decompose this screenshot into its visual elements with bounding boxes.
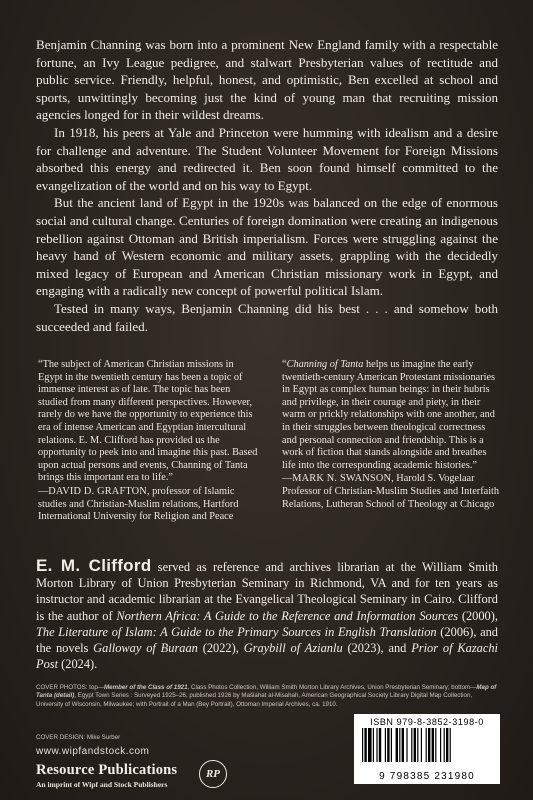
barcode-bar <box>364 728 366 762</box>
rp-logo-icon: RP <box>199 760 227 788</box>
barcode-bar <box>421 728 422 762</box>
book-title: The Literature of Islam: A Guide to the Primary Sources in English Translation <box>36 624 437 639</box>
description-paragraph: But the ancient land of Egypt in the 1920s was balanced on the edge of enormous social and cultural change. Centuries of foreign domination were creating an indigenous rebellion against Ottoman and British imperialism. Forces were struggling against the heavy hand of Western economic and military assets, grappling with the decidedly mixed legacy of European and American Christian missionary work in Egypt, and engaging with a radically new concept of powerful political Islam. <box>36 195 498 299</box>
barcode-bar <box>417 728 418 762</box>
description-paragraph: In 1918, his peers at Yale and Princeton were humming with idealism and a desire for challenge and adventure. The Student Volunteer Movement for Foreign Missions absorbed this energy and redirected it. Ben soon found himself committed to the evangelization of the world and on his way to Egypt. <box>36 124 498 193</box>
barcode-bars <box>360 728 494 770</box>
endorser-name: MARK N. SWANSON <box>292 473 392 485</box>
barcode-bar <box>444 728 445 762</box>
barcode-bar <box>446 728 448 762</box>
cover-design-credit: COVER DESIGN: Mike Surber <box>36 734 121 741</box>
bio-text: (2022), <box>197 641 244 656</box>
barcode-bar <box>426 728 427 762</box>
barcode-bar <box>450 728 451 762</box>
book-title: Prior of Kazachi Post <box>36 641 498 672</box>
endorsement-attribution <box>38 486 258 524</box>
endorsement-attribution <box>282 473 502 511</box>
barcode-bar <box>387 728 389 762</box>
endorsement-swanson <box>282 359 502 511</box>
credit-text: , Class Photos Collection, William Smith Morton Library Archives, Union Presbyterian Seminary; bottom— <box>187 684 477 691</box>
barcode-bar <box>396 728 398 762</box>
book-description <box>36 36 498 335</box>
book-title: Galloway of Buraan <box>93 641 198 656</box>
barcode-bar <box>435 728 436 762</box>
barcode-bar <box>368 728 372 762</box>
book-title: Graybill of Azianlu <box>243 641 343 656</box>
endorser-name: DAVID D. GRAFTON <box>48 485 147 497</box>
credit-label: COVER PHOTOS: top— <box>36 684 104 691</box>
description-paragraph: Tested in many ways, Benjamin Channing did his best . . . and somehow both succeeded and failed. <box>36 300 498 334</box>
endorsement-grafton <box>38 359 258 524</box>
endorser-affiliation: , Harold S. Vogelaar Professor of Christian-Muslim Studies and Interfaith Relations, Lutheran School of Theology at Chicago <box>282 473 500 510</box>
bio-text: (2000), <box>458 608 498 623</box>
book-title: Channing of Tanta <box>286 359 364 370</box>
endorsement-text <box>282 359 502 472</box>
publisher-website: www.wipfandstock.com <box>36 746 150 757</box>
endorser-affiliation: , professor of Islamic studies and Christian-Muslim relations, Hartford International University for Religion and Peace <box>38 485 239 523</box>
publisher-block <box>36 762 177 789</box>
publisher-name: Resource Publications <box>36 762 178 778</box>
attribution-dash: — <box>38 485 49 497</box>
barcode-bar <box>414 728 416 762</box>
bio-text: (2006), and the novels <box>36 624 499 656</box>
publisher-imprint: An imprint of Wipf and Stock Publishers <box>36 780 168 789</box>
barcode-bar <box>406 728 407 762</box>
bio-text: (2024). <box>58 657 98 672</box>
barcode-bar <box>379 728 381 762</box>
barcode-bar <box>432 728 434 762</box>
cover-photo-credits <box>36 684 498 709</box>
endorsement-text: “The subject of American Christian missions in Egypt in the twentieth century has been a topic of immense interest as of late. The topic has been studied from many different perspectives. However, rarely do we have the opportunity to experience this era of intense American and Egyptian intercultural relations. E. M. Clifford has provided us the opportunity to peek into and imagine this past. Based upon actual persons and events, Channing of Tanta brings this important era to life.” <box>38 359 258 484</box>
barcode <box>354 714 500 784</box>
book-title: Northern Africa: A Guide to the Reference and Information Sources <box>116 608 459 623</box>
barcode-bar <box>373 728 374 762</box>
author-bio <box>36 558 498 672</box>
quote-body: helps us imagine the early twentieth-century American Protestant missionaries in Egypt as complex human beings: in their hubris and privilege, in their courage and piety, in their warm or prickly relationships with one another, and in their struggles between theological correctness and personal connection and friendship. This is a work of fiction that stands alongside and breathes life into the corresponding academic histories.” <box>282 359 496 471</box>
photo-title: Map of Tanta (detail) <box>36 684 497 700</box>
credit-text: , Egypt Town Series : Surveyed 1925–26, published 1926 by Mašlahat al-Misahah, American Geographical Society Library Digital Map Collection, University of Wisconsin, Milwaukee; with Portrait of a Man (Bey Portrait), Ottoman Imperial Archives, ca. 1910. <box>36 692 473 708</box>
bio-text: (2023), and <box>342 641 412 656</box>
description-paragraph: Benjamin Channing was born into a prominent New England family with a respectable fortune, an Ivy League pedigree, and stalwart Presbyterian values of rectitude and public service. Friendly, helpful, honest, and optimistic, Ben excelled at school and sports, unwittingly becoming just the kind of young man that recruiting mission agencies longed for in their wildest dreams. <box>36 37 498 123</box>
barcode-bar <box>440 728 441 762</box>
barcode-bar <box>411 728 412 762</box>
barcode-bar <box>428 728 430 762</box>
barcode-bar <box>362 728 363 762</box>
barcode-bar <box>391 728 392 762</box>
barcode-bar <box>402 728 404 762</box>
photo-title: Member of the Class of 1921 <box>103 684 188 691</box>
attribution-dash: — <box>282 473 293 485</box>
endorsements <box>36 359 498 539</box>
quote-open: “ <box>282 359 287 370</box>
barcode-bar <box>399 728 400 762</box>
isbn-text: ISBN 979-8-3852-3198-0 <box>370 717 484 727</box>
bio-text: served as reference and archives librarian at the William Smith Morton Library of Union Presbyterian Seminary in Richmond, VA and for ten years as instructor and academic librarian at the Evangelical Theological Seminary in Cairo. Clifford is the author of <box>36 560 498 623</box>
barcode-bar <box>376 728 377 762</box>
barcode-bar <box>385 728 386 762</box>
author-name: E. M. Clifford <box>36 556 152 575</box>
barcode-digits: 9 798385 231980 <box>379 771 475 782</box>
